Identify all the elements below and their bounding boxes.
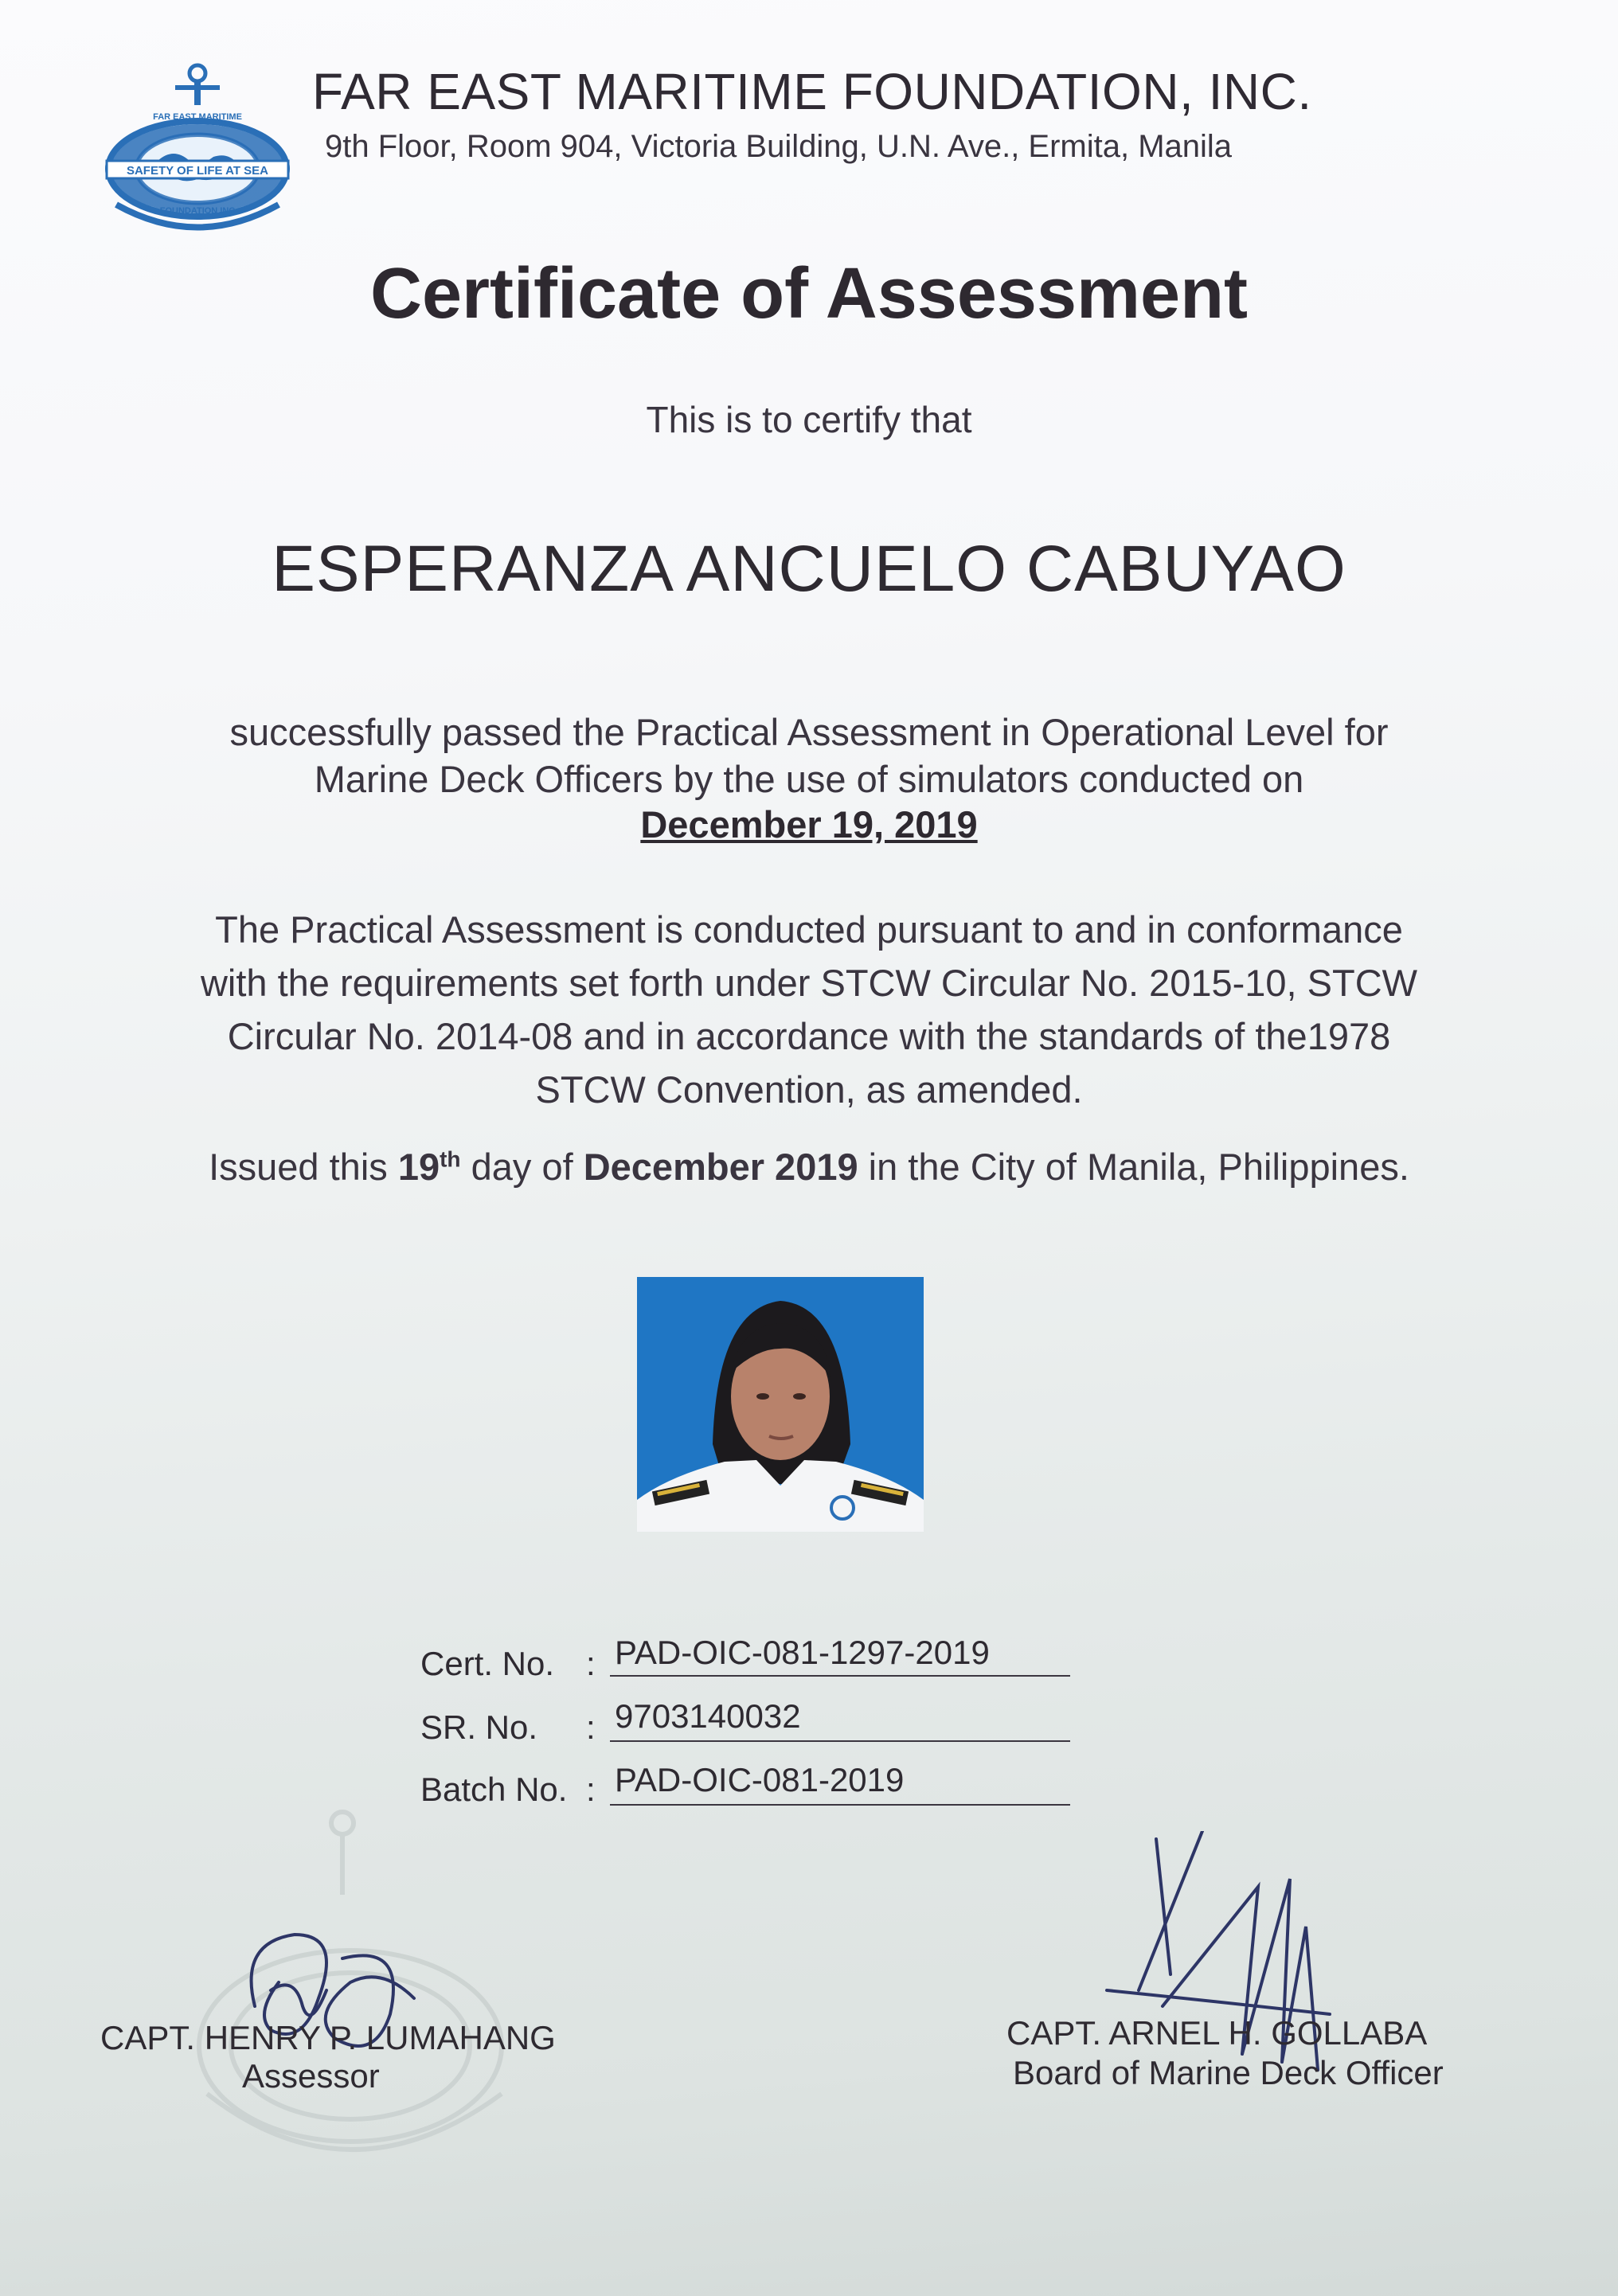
- sr-no-underline: [610, 1740, 1070, 1742]
- batch-no-label: Batch No.: [420, 1771, 568, 1808]
- compliance-line-1: The Practical Assessment is conducted pursuant to and in conformance: [215, 908, 1403, 951]
- assessment-line-1: successfully passed the Practical Assessment in Operational Level for: [229, 711, 1389, 753]
- cert-no-label: Cert. No.: [420, 1645, 555, 1682]
- certificate-title: Certificate of Assessment: [369, 254, 1249, 334]
- logo-bottom-text: FOUNDATION INC: [159, 206, 236, 216]
- cert-no-value: PAD-OIC-081-1297-2019: [615, 1634, 990, 1671]
- recipient-photo: [637, 1277, 924, 1532]
- issued-day: 19: [397, 1146, 440, 1188]
- assessment-line-2: Marine Deck Officers by the use of simulators conducted on: [314, 758, 1304, 800]
- assessment-statement: [0, 709, 1618, 802]
- issued-suffix: in the City of Manila, Philippines.: [858, 1146, 1409, 1188]
- issued-day-suffix: th: [440, 1146, 461, 1172]
- officer-name: CAPT. ARNEL H. GOLLABA: [1006, 2014, 1428, 2052]
- batch-no-underline: [610, 1804, 1070, 1806]
- sr-no-value: 9703140032: [615, 1697, 801, 1735]
- compliance-line-2: with the requirements set forth under STCW Circular No. 2015-10, STCW: [200, 962, 1418, 1004]
- compliance-line-4: STCW Convention, as amended.: [535, 1068, 1083, 1111]
- batch-no-colon: :: [586, 1771, 596, 1808]
- cert-no-underline: [610, 1675, 1070, 1677]
- sr-no-label: SR. No.: [420, 1708, 538, 1746]
- sr-no-colon: :: [586, 1708, 596, 1746]
- recipient-name: ESPERANZA ANCUELO CABUYAO: [272, 533, 1346, 605]
- officer-title: Board of Marine Deck Officer: [1013, 2054, 1444, 2091]
- logo-band-text: SAFETY OF LIFE AT SEA: [126, 164, 269, 178]
- certify-intro: This is to certify that: [646, 399, 972, 440]
- organization-address: 9th Floor, Room 904, Victoria Building, U.N. Ave., Ermita, Manila: [325, 129, 1233, 164]
- cert-no-colon: :: [586, 1645, 596, 1682]
- issued-statement: [0, 1145, 1618, 1189]
- foundation-logo: [102, 41, 293, 240]
- assessor-name: CAPT. HENRY P. LUMAHANG: [100, 2019, 556, 2056]
- assessment-date: December 19, 2019: [640, 803, 978, 845]
- issued-mid: day of: [460, 1146, 584, 1188]
- issued-prefix: Issued this: [209, 1146, 398, 1188]
- logo-top-text: FAR EAST MARITIME: [153, 112, 242, 122]
- issued-month-year: December 2019: [583, 1146, 858, 1188]
- organization-name: FAR EAST MARITIME FOUNDATION, INC.: [312, 63, 1312, 120]
- compliance-line-3: Circular No. 2014-08 and in accordance with the standards of the1978: [227, 1015, 1391, 1057]
- batch-no-value: PAD-OIC-081-2019: [615, 1761, 905, 1798]
- assessor-title: Assessor: [242, 2057, 380, 2095]
- compliance-statement: [0, 903, 1618, 1116]
